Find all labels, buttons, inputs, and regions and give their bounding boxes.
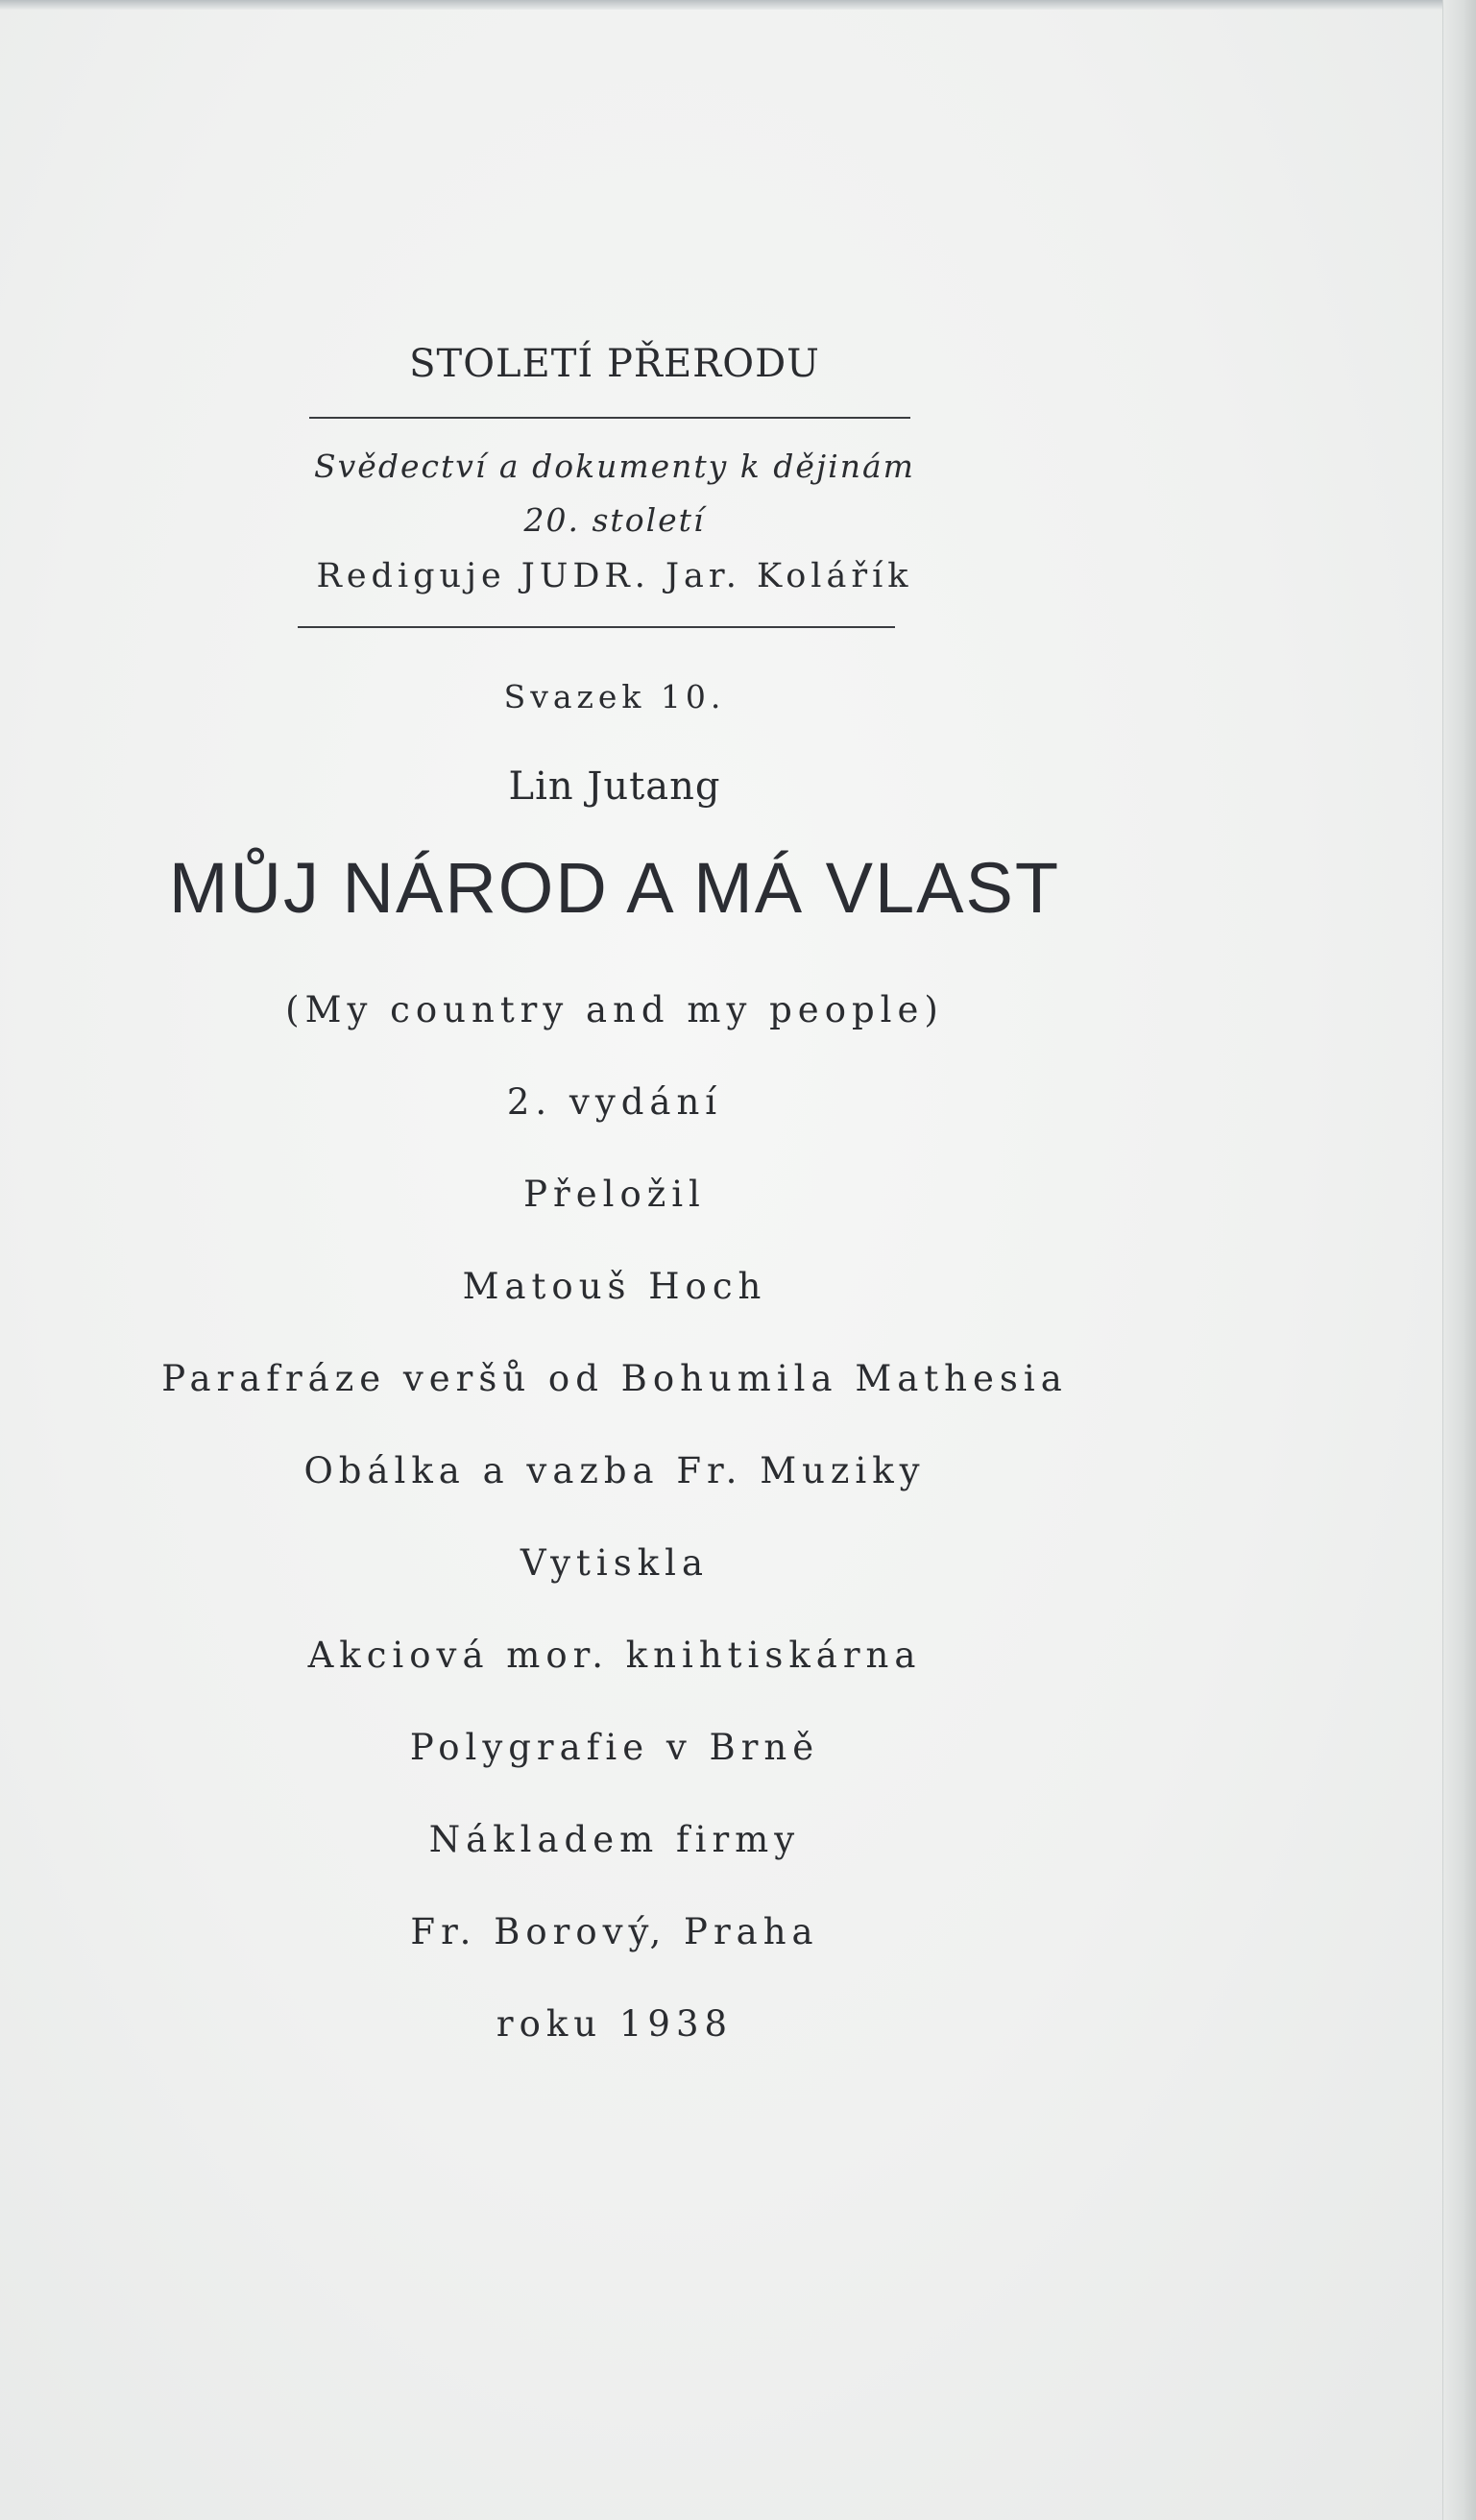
translator-name: Matouš Hoch <box>462 1266 767 1307</box>
page-right-edge <box>1442 0 1476 2520</box>
series-rule-top <box>309 417 910 419</box>
series-title: STOLETÍ PŘERODU <box>409 342 820 386</box>
printed-by-label: Vytiskla <box>520 1542 710 1584</box>
printer-name: Akciová mor. knihtiskárna <box>307 1635 922 1676</box>
verse-paraphrase-credit: Parafráze veršů od Bohumila Mathesia <box>161 1358 1068 1399</box>
series-subtitle-line2: 20. století <box>523 501 706 539</box>
series-editor: Rediguje JUDR. Jar. Kolářík <box>316 557 913 595</box>
page-top-edge <box>0 0 1476 10</box>
series-subtitle-line1: Svědectví a dokumenty k dějinám <box>314 448 915 485</box>
series-rule-bottom <box>298 626 895 628</box>
printer-location: Polygrafie v Brně <box>409 1727 820 1768</box>
publication-year: roku 1938 <box>496 2003 734 2045</box>
edition: 2. vydání <box>506 1081 723 1123</box>
original-title: (My country and my people) <box>285 989 944 1030</box>
published-by-label: Nákladem firmy <box>428 1819 801 1860</box>
book-title: MŮJ NÁROD A MÁ VLAST <box>168 848 1061 928</box>
publisher-name: Fr. Borový, Praha <box>410 1911 819 1952</box>
translated-by-label: Přeložil <box>523 1174 706 1215</box>
volume-number: Svazek 10. <box>503 678 726 715</box>
cover-credit: Obálka a vazba Fr. Muziky <box>303 1450 926 1491</box>
author-name: Lin Jutang <box>508 764 721 809</box>
